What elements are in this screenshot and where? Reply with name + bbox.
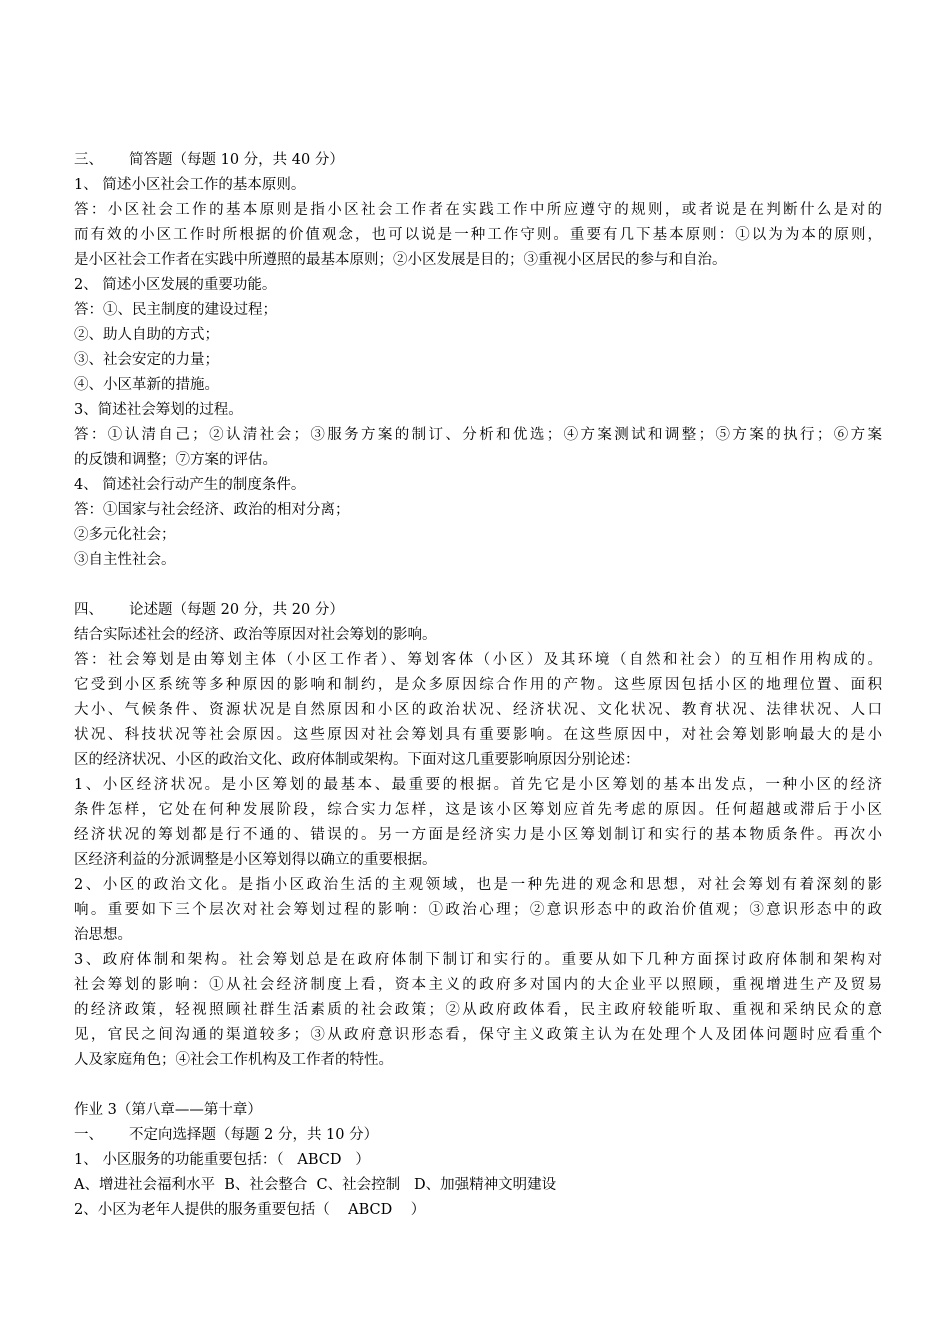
- choice-question-2: 2、小区为老年人提供的服务重要包括（ ABCD ）: [74, 1202, 426, 1218]
- document-page: [74, 148, 882, 1223]
- section-4-number: 四、: [74, 602, 103, 618]
- essay-answer-line: 3、政府体制和架构。社会筹划总是在政府体制下制订和实行的。重要从如下几种方面探讨政府体制和架构对: [74, 952, 882, 968]
- answer-2-line-3: ③、社会安定的力量；: [74, 352, 219, 368]
- answer-1-line-2: 而有效的小区工作时所根据的价值观念，也可以说是一种工作守则。重要有几下基本原则：①以为为本的原则，: [74, 227, 882, 243]
- question-4: 4、 简述社会行动产生的制度条件。: [74, 477, 306, 493]
- choice-question-1: 1、 小区服务的功能重要包括：（ ABCD ）: [74, 1152, 370, 1168]
- homework-3-title: 作业 3（第八章——第十章）: [74, 1102, 262, 1118]
- essay-answer-line: 条件怎样，它处在何种发展阶段，综合实力怎样，这是该小区筹划应首先考虑的原因。任何超越或滞后于小区: [74, 802, 882, 818]
- answer-3-line-1: 答：①认清自己；②认清社会；③服务方案的制订、分析和优选；④方案测试和调整；⑤方案的执行；⑥方案: [74, 427, 882, 443]
- essay-answer-line: 答：社会筹划是由筹划主体（小区工作者）、筹划客体（小区）及其环境（自然和社会）的互相作用构成的。: [74, 652, 882, 668]
- essay-answer-line: 见，官民之间沟通的渠道较多；③从政府意识形态看，保守主义政策主认为在处理个人及团体问题时应看重个: [74, 1027, 882, 1043]
- essay-question: 结合实际述社会的经济、政治等原因对社会筹划的影响。: [74, 627, 437, 643]
- question-1: 1、 简述小区社会工作的基本原则。: [74, 177, 306, 193]
- essay-answer-line: 状况、科技状况等社会原因。这些原因对社会筹划具有重要影响。在这些原因中，对社会筹划影响最大的是小: [74, 727, 882, 743]
- essay-answer-line: 社会筹划的影响：①从社会经济制度上看，资本主义的政府多对国内的大企业平以照顾，重视增进生产及贸易: [74, 977, 882, 993]
- spacer: [74, 573, 882, 598]
- essay-answer-line: 响。重要如下三个层次对社会筹划过程的影响：①政治心理；②意识形态中的政治价值观；③意识形态中的政: [74, 902, 882, 918]
- answer-1-line-1: 答：小区社会工作的基本原则是指小区社会工作者在实践工作中所应遵守的规则，或者说是在判断什么是对的: [74, 202, 882, 218]
- homework-3-section-1-number: 一、: [74, 1127, 103, 1143]
- essay-answer-line: 它受到小区系统等多种原因的影响和制约，是众多原因综合作用的产物。这些原因包括小区的地理位置、面积: [74, 677, 882, 693]
- section-4-title: 论述题（每题 20 分，共 20 分）: [129, 602, 344, 618]
- answer-2-line-4: ④、小区革新的措施。: [74, 377, 219, 393]
- answer-4-line-3: ③自主性社会。: [74, 552, 176, 568]
- essay-answer-line: 区的经济状况、小区的政治文化、政府体制或架构。下面对这几重要影响原因分别论述：: [74, 752, 640, 768]
- answer-2-line-1: 答：①、民主制度的建设过程；: [74, 302, 277, 318]
- essay-answer-line: 的经济政策，轻视照顾社群生活素质的社会政策；②从政府政体看，民主政府较能听取、重视和采纳民众的意: [74, 1002, 882, 1018]
- essay-answer-line: 区经济利益的分派调整是小区筹划得以确立的重要根据。: [74, 852, 437, 868]
- answer-2-line-2: ②、助人自助的方式；: [74, 327, 219, 343]
- essay-answer-line: 2、小区的政治文化。是指小区政治生活的主观领域，也是一种先进的观念和思想，对社会筹划有着深刻的影: [74, 877, 882, 893]
- homework-3-section-1-title: 不定向选择题（每题 2 分，共 10 分）: [129, 1127, 379, 1143]
- answer-4-line-1: 答：①国家与社会经济、政治的相对分离；: [74, 502, 350, 518]
- essay-answer-line: 经济状况的筹划都是行不通的、错误的。另一方面是经济实力是小区筹划制订和实行的基本物质条件。再次小: [74, 827, 882, 843]
- homework-3-section-1-heading: [74, 1123, 882, 1148]
- spacer: [74, 1073, 882, 1098]
- choice-question-1-options: A、增进社会福利水平 B、社会整合 C、社会控制 D、加强精神文明建设: [74, 1177, 557, 1193]
- question-2: 2、 简述小区发展的重要功能。: [74, 277, 277, 293]
- essay-answer-line: 人及家庭角色；④社会工作机构及工作者的特性。: [74, 1052, 393, 1068]
- answer-4-line-2: ②多元化社会；: [74, 527, 176, 543]
- section-4-heading: [74, 598, 882, 623]
- answer-3-line-2: 的反馈和调整；⑦方案的评估。: [74, 452, 277, 468]
- essay-answer-line: 1、小区经济状况。是小区筹划的最基本、最重要的根据。首先它是小区筹划的基本出发点，一种小区的经济: [74, 777, 882, 793]
- section-3-heading: [74, 148, 882, 173]
- section-3-number: 三、: [74, 152, 103, 168]
- essay-answer-line: 大小、气候条件、资源状况是自然原因和小区的政治状况、经济状况、文化状况、教育状况、法律状况、人口: [74, 702, 882, 718]
- answer-1-line-3: 是小区社会工作者在实践中所遵照的最基本原则；②小区发展是目的；③重视小区居民的参与和自治。: [74, 252, 727, 268]
- question-3: 3、简述社会筹划的过程。: [74, 402, 243, 418]
- section-3-title: 简答题（每题 10 分，共 40 分）: [129, 152, 344, 168]
- essay-answer-line: 治思想。: [74, 927, 132, 943]
